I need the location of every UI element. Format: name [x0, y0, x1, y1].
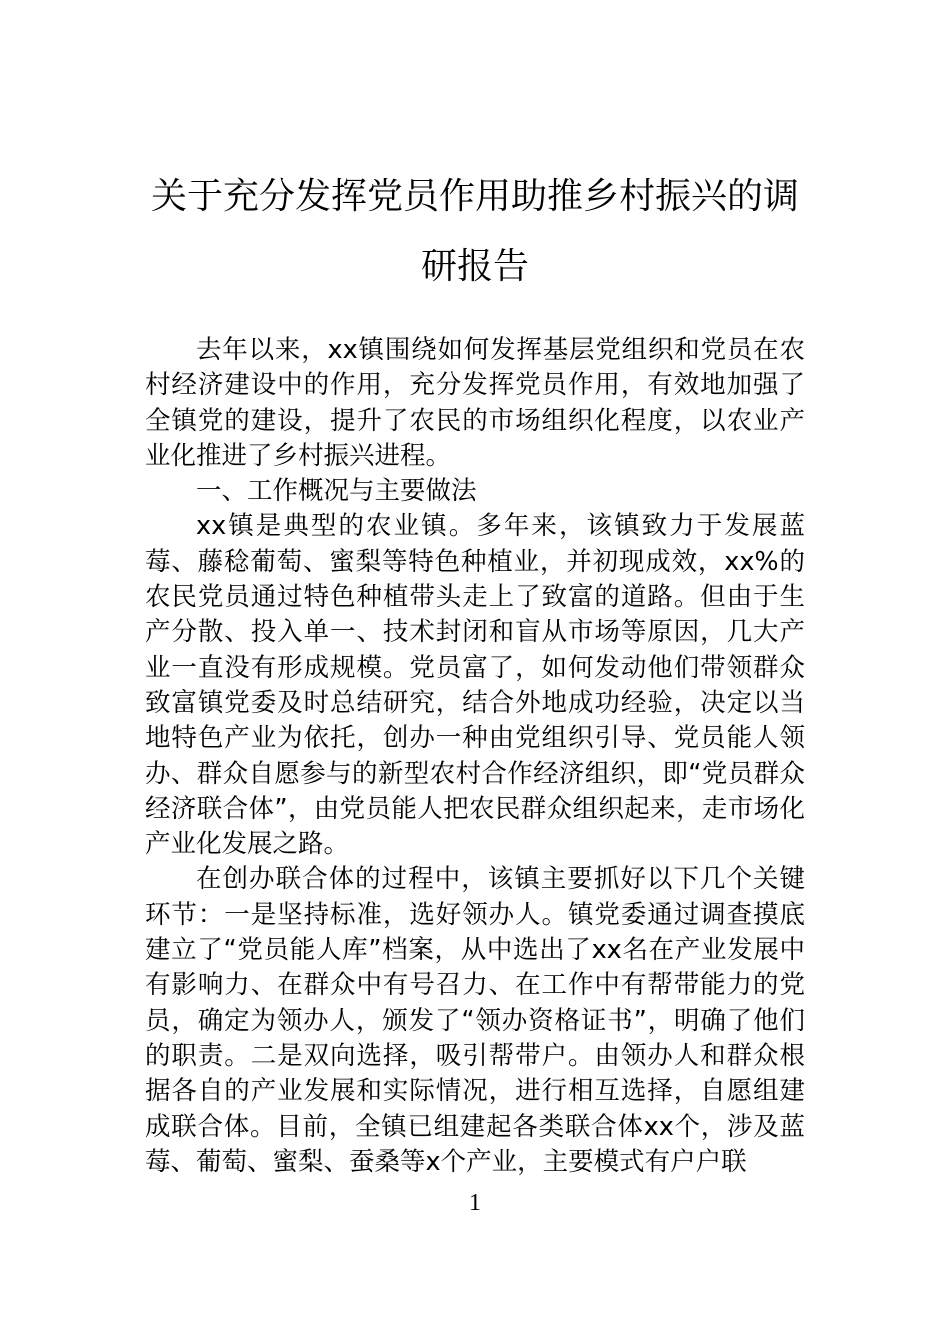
page-number: 1: [469, 1190, 481, 1216]
body-paragraph: 在创办联合体的过程中，该镇主要抓好以下几个关键环节：一是坚持标准，选好领办人。镇党委通过调查摸底建立了“党员能人库”档案，从中选出了xx名在产业发展中有影响力、在群众中有号召力、在工作中有帮带能力的党员，确定为领办人，颁发了“领办资格证书”，明确了他们的职责。二是双向选择，吸引帮带户。由领办人和群众根据各自的产业发展和实际情况，进行相互选择，自愿组建成联合体。目前，全镇已组建起各类联合体xx个，涉及蓝莓、葡萄、蜜梨、蚕桑等x个产业，主要模式有户户联: [145, 864, 805, 1177]
section-heading: 一、工作概况与主要做法: [196, 476, 477, 507]
document-body: [145, 333, 805, 1180]
body-paragraph: xx镇是典型的农业镇。多年来，该镇致力于发展蓝莓、藤稔葡萄、蜜梨等特色种植业，并初现成效，xx%的农民党员通过特色种植带头走上了致富的道路。但由于生产分散、投入单一、技术封闭和盲从市场等原因，几大产业一直没有形成规模。党员富了，如何发动他们带领群众致富镇党委及时总结研究，结合外地成功经验，决定以当地特色产业为依托，创办一种由党组织引导、党员能人领办、群众自愿参与的新型农村合作经济组织，即“党员群众经济联合体”，由党员能人把农民群众组织起来，走市场化产业化发展之路。: [145, 511, 805, 860]
intro-paragraph: 去年以来，xx镇围绕如何发挥基层党组织和党员在农村经济建设中的作用，充分发挥党员作用，有效地加强了全镇党的建设，提升了农民的市场组织化程度，以农业产业化推进了乡村振兴进程。: [145, 335, 805, 471]
document-title: 关于充分发挥党员作用助推乡村振兴的调研报告: [150, 176, 799, 287]
